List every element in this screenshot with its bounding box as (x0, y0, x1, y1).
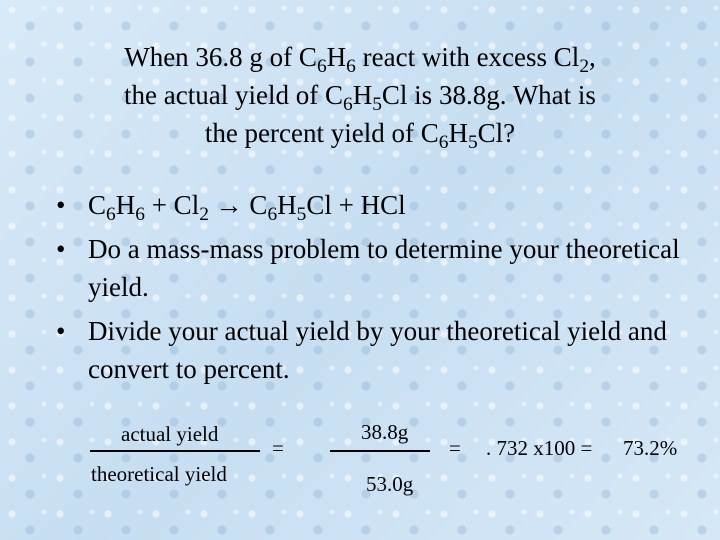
slide-title (40, 38, 680, 152)
title-subscript: 6 (316, 56, 327, 78)
title-subscript: 6 (346, 56, 356, 78)
denominator-label: theoretical yield (91, 462, 227, 486)
equals-sign: = (449, 436, 461, 460)
title-text: H (352, 80, 373, 110)
bullet-dot: • (56, 190, 66, 220)
percent-yield-result: 73.2% (623, 436, 678, 460)
formula-text: H (115, 190, 136, 220)
title-subscript: 5 (467, 132, 478, 154)
title-text: react with excess Cl (355, 42, 580, 72)
bullet-text: Do a mass-mass problem to determine your theoretical yield. (88, 234, 680, 302)
formula-subscript: 6 (135, 204, 145, 226)
title-text: H (448, 118, 468, 148)
reaction-equation (88, 190, 406, 226)
title-text: , (589, 42, 596, 72)
bullet-item-reaction (56, 186, 686, 224)
title-text: When 36.8 g of C (124, 42, 317, 72)
formula-text: C (88, 190, 107, 220)
numerator-value: 38.8g (361, 420, 409, 444)
bullet-item-divide (56, 312, 686, 388)
title-text: H (326, 42, 347, 72)
formula-subscript: 6 (106, 204, 116, 226)
title-text: Cl is 38.8g. What is (381, 80, 596, 110)
formula-text: H (277, 190, 297, 220)
formula-subscript: 6 (267, 204, 278, 226)
title-subscript: 6 (342, 94, 353, 116)
bullet-item-mass-mass (56, 230, 686, 306)
title-subscript: 5 (372, 94, 382, 116)
calculation: . 732 x100 = (486, 436, 593, 460)
formula-text: Cl + HCl (306, 190, 406, 220)
fraction-bar-values (330, 450, 430, 452)
formula-text: + Cl (144, 190, 200, 220)
fraction-bar-labels (90, 450, 260, 452)
title-subscript: 2 (579, 56, 590, 78)
equals-sign: = (272, 436, 284, 460)
bullet-dot: • (56, 316, 66, 346)
title-subscript: 6 (438, 132, 449, 154)
bullet-text: Divide your actual yield by your theoretical yield and convert to percent. (88, 316, 667, 384)
formula-subscript: 2 (199, 204, 209, 226)
numerator-label: actual yield (121, 422, 219, 446)
denominator-value: 53.0g (366, 472, 414, 496)
title-text: the actual yield of C (124, 80, 343, 110)
bullet-list (56, 186, 686, 394)
formula-subscript: 5 (296, 204, 307, 226)
bullet-dot: • (56, 234, 66, 264)
formula-text: → C (208, 190, 268, 220)
title-text: Cl? (477, 118, 516, 148)
title-text: the percent yield of C (204, 118, 439, 148)
